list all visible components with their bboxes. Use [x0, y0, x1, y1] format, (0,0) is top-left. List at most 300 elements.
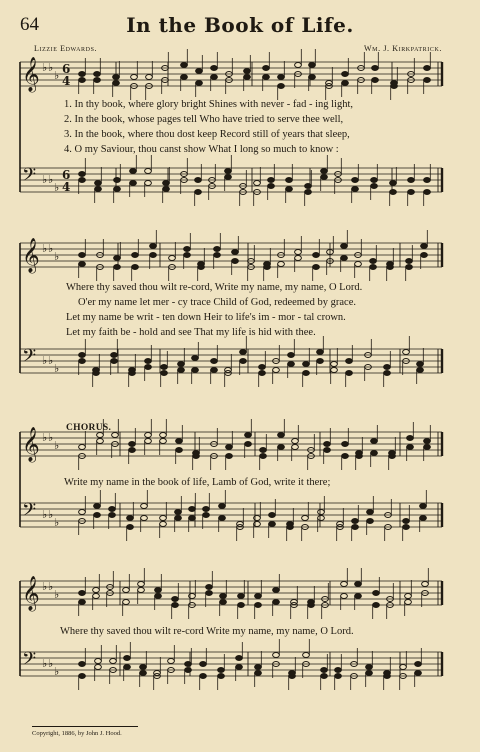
note-head	[421, 253, 428, 258]
verse-line: Let my name be writ - ten down Heir to life's im - mor - tal crown.	[66, 312, 346, 323]
note-head	[384, 365, 391, 370]
note-head	[408, 178, 415, 183]
note-head	[79, 662, 86, 667]
note-head	[390, 181, 397, 186]
note-head	[79, 600, 86, 605]
verse-line: Let my faith be - hold and see That my life is hid with thee.	[66, 327, 316, 338]
note-head	[295, 250, 302, 255]
note-head	[292, 445, 299, 450]
bass-clef-icon: 𝄢	[22, 649, 37, 674]
note-head	[403, 350, 410, 355]
note-head	[214, 247, 221, 252]
note-head	[255, 603, 262, 608]
note-head	[417, 362, 424, 367]
note-head	[127, 516, 134, 521]
note-head	[220, 600, 227, 605]
note-head	[422, 582, 429, 587]
note-head	[94, 78, 101, 83]
note-head	[403, 525, 410, 530]
copyright-notice: Copyright, 1886, by John J. Hood.	[32, 730, 122, 737]
note-head	[176, 448, 183, 453]
note-head	[130, 169, 137, 174]
note-head	[367, 510, 374, 515]
note-head	[288, 362, 295, 367]
flat-icon: ♭	[42, 173, 48, 186]
note-head	[373, 591, 380, 596]
note-head	[255, 594, 262, 599]
note-head	[263, 66, 270, 71]
note-head	[155, 588, 162, 593]
note-head	[79, 78, 86, 83]
note-head	[178, 362, 185, 367]
note-head	[225, 175, 232, 180]
note-head	[79, 510, 86, 515]
note-head	[324, 442, 331, 447]
note-head	[181, 75, 188, 80]
note-head	[352, 519, 359, 524]
note-head	[367, 519, 374, 524]
note-head	[193, 454, 200, 459]
note-head	[138, 582, 145, 587]
note-head	[420, 504, 427, 509]
flat-icon: ♭	[54, 69, 60, 82]
note-head	[342, 454, 349, 459]
note-head	[254, 181, 261, 186]
note-head	[371, 184, 378, 189]
note-head	[355, 262, 362, 267]
note-head	[356, 454, 363, 459]
note-head	[172, 597, 179, 602]
note-head	[384, 674, 391, 679]
note-head	[238, 594, 245, 599]
note-head	[278, 262, 285, 267]
note-head	[371, 451, 378, 456]
note-head	[141, 516, 148, 521]
flat-icon: ♭	[54, 181, 60, 194]
note-head	[94, 72, 101, 77]
note-head	[163, 187, 170, 192]
note-head	[95, 187, 102, 192]
note-head	[97, 433, 104, 438]
note-head	[372, 66, 379, 71]
copyright-rule	[32, 726, 138, 727]
note-head	[424, 78, 431, 83]
note-head	[245, 442, 252, 447]
note-head	[259, 371, 266, 376]
note-head	[123, 588, 130, 593]
note-head	[185, 662, 192, 667]
flat-icon: ♭	[54, 516, 60, 529]
note-head	[196, 81, 203, 86]
note-head	[161, 365, 168, 370]
note-head	[178, 368, 185, 373]
note-head	[189, 507, 196, 512]
note-head	[405, 600, 412, 605]
note-head	[145, 365, 152, 370]
note-head	[255, 671, 262, 676]
note-head	[110, 659, 117, 664]
note-head	[168, 659, 175, 664]
note-head	[214, 253, 221, 258]
note-head	[114, 187, 121, 192]
note-head	[420, 516, 427, 521]
note-head	[407, 445, 414, 450]
note-head	[245, 433, 252, 438]
note-head	[79, 359, 86, 364]
note-head	[286, 187, 293, 192]
note-head	[211, 359, 218, 364]
note-head	[123, 600, 130, 605]
note-head	[113, 75, 120, 80]
flat-icon: ♭	[42, 242, 48, 255]
note-head	[308, 603, 315, 608]
note-head	[124, 665, 131, 670]
flat-icon: ♭	[42, 354, 48, 367]
note-head	[145, 359, 152, 364]
note-head	[220, 594, 227, 599]
note-head	[112, 433, 119, 438]
note-head	[355, 594, 362, 599]
note-head	[184, 247, 191, 252]
note-head	[278, 445, 285, 450]
bass-clef-icon: 𝄢	[22, 346, 37, 371]
flat-icon: ♭	[54, 250, 60, 263]
note-head	[313, 265, 320, 270]
note-head	[400, 665, 407, 670]
note-head	[309, 63, 316, 68]
note-head	[218, 668, 225, 673]
note-head	[346, 359, 353, 364]
note-head	[303, 653, 310, 658]
note-head	[370, 259, 377, 264]
note-head	[155, 594, 162, 599]
note-head	[278, 75, 285, 80]
note-head	[303, 362, 310, 367]
treble-clef-icon: 𝄞	[22, 576, 40, 611]
note-head	[415, 662, 422, 667]
flat-icon: ♭	[42, 431, 48, 444]
note-head	[408, 190, 415, 195]
note-head	[390, 190, 397, 195]
note-head	[371, 439, 378, 444]
note-head	[130, 181, 137, 186]
note-head	[138, 588, 145, 593]
note-head	[145, 181, 152, 186]
note-head	[195, 190, 202, 195]
note-head	[424, 66, 431, 71]
note-head	[303, 371, 310, 376]
flat-icon: ♭	[54, 439, 60, 452]
note-head	[331, 368, 338, 373]
note-head	[232, 250, 239, 255]
note-head	[219, 504, 226, 509]
note-head	[406, 265, 413, 270]
note-head	[79, 353, 86, 358]
note-head	[352, 187, 359, 192]
note-head	[255, 665, 262, 670]
note-head	[417, 368, 424, 373]
note-head	[341, 582, 348, 587]
note-head	[192, 368, 199, 373]
note-head	[206, 585, 213, 590]
flat-icon: ♭	[48, 173, 54, 186]
flat-icon: ♭	[54, 665, 60, 678]
verse-line: 3. In the book, where thou dost keep Record still of years that sleep,	[64, 129, 350, 140]
note-head	[79, 178, 86, 183]
note-head	[145, 439, 152, 444]
note-head	[286, 178, 293, 183]
note-head	[269, 513, 276, 518]
note-head	[335, 674, 342, 679]
note-head	[93, 588, 100, 593]
note-head	[244, 75, 251, 80]
note-head	[341, 594, 348, 599]
note-head	[305, 190, 312, 195]
note-head	[93, 371, 100, 376]
flat-icon: ♭	[54, 588, 60, 601]
note-head	[321, 175, 328, 180]
note-head	[384, 371, 391, 376]
note-head	[129, 442, 136, 447]
note-head	[226, 445, 233, 450]
note-head	[163, 181, 170, 186]
note-head	[172, 603, 179, 608]
verse-line: 4. O my Saviour, thou canst show What I long so much to know :	[64, 144, 339, 155]
note-head	[203, 507, 210, 512]
time-signature: 6	[62, 168, 71, 182]
note-head	[305, 184, 312, 189]
note-head	[335, 668, 342, 673]
note-head	[145, 169, 152, 174]
note-head	[331, 362, 338, 367]
flat-icon: ♭	[54, 362, 60, 375]
note-head	[79, 674, 86, 679]
note-head	[111, 353, 118, 358]
note-head	[185, 668, 192, 673]
note-head	[317, 359, 324, 364]
note-head	[132, 253, 139, 258]
note-head	[132, 265, 139, 270]
note-head	[292, 439, 299, 444]
note-head	[211, 368, 218, 373]
chorus-label: CHORUS.	[66, 423, 112, 433]
note-head	[95, 659, 102, 664]
note-head	[341, 244, 348, 249]
note-head	[127, 525, 134, 530]
note-head	[321, 169, 328, 174]
flat-icon: ♭	[48, 508, 54, 521]
note-head	[160, 516, 167, 521]
treble-clef-icon: 𝄞	[22, 238, 40, 273]
note-head	[273, 368, 280, 373]
note-head	[424, 178, 431, 183]
note-head	[206, 591, 213, 596]
note-head	[273, 600, 280, 605]
note-head	[421, 244, 428, 249]
note-head	[236, 656, 243, 661]
note-head	[129, 371, 136, 376]
note-head	[94, 504, 101, 509]
note-head	[111, 359, 118, 364]
note-head	[373, 603, 380, 608]
note-head	[176, 439, 183, 444]
note-head	[203, 513, 210, 518]
note-head	[407, 436, 414, 441]
note-head	[94, 513, 101, 518]
flat-icon: ♭	[48, 354, 54, 367]
note-head	[79, 591, 86, 596]
note-head	[109, 507, 116, 512]
flat-icon: ♭	[42, 508, 48, 521]
note-head	[160, 439, 167, 444]
note-head	[145, 433, 152, 438]
note-head	[240, 359, 247, 364]
note-head	[114, 256, 121, 261]
note-head	[352, 178, 359, 183]
note-head	[244, 69, 251, 74]
flat-icon: ♭	[42, 580, 48, 593]
note-head	[372, 78, 379, 83]
note-head	[181, 63, 188, 68]
note-head	[200, 662, 207, 667]
note-head	[273, 653, 280, 658]
note-head	[387, 265, 394, 270]
note-head	[160, 433, 167, 438]
note-head	[355, 582, 362, 587]
note-head	[263, 75, 270, 80]
note-head	[124, 656, 131, 661]
note-head	[288, 353, 295, 358]
note-head	[114, 178, 121, 183]
note-head	[140, 665, 147, 670]
note-head	[309, 75, 316, 80]
note-head	[175, 516, 182, 521]
note-head	[150, 253, 157, 258]
lyricist-credit: Lizzie Edwards.	[34, 44, 98, 53]
note-head	[200, 674, 207, 679]
treble-clef-icon: 𝄞	[22, 57, 40, 92]
note-head	[198, 265, 205, 270]
note-head	[218, 674, 225, 679]
time-signature: 6	[62, 62, 71, 76]
note-head	[346, 371, 353, 376]
note-head	[161, 371, 168, 376]
note-head	[268, 178, 275, 183]
treble-clef-icon: 𝄞	[22, 427, 40, 462]
note-head	[109, 513, 116, 518]
note-head	[424, 190, 431, 195]
note-head	[391, 84, 398, 89]
note-head	[295, 256, 302, 261]
flat-icon: ♭	[48, 431, 54, 444]
note-head	[424, 439, 431, 444]
time-signature: 4	[62, 74, 71, 88]
note-head	[195, 178, 202, 183]
note-head	[95, 181, 102, 186]
note-head	[341, 256, 348, 261]
note-head	[238, 603, 245, 608]
note-head	[141, 504, 148, 509]
note-head	[260, 448, 267, 453]
note-head	[289, 674, 296, 679]
note-head	[317, 350, 324, 355]
note-head	[370, 265, 377, 270]
verse-line: 1. In thy book, where glory bright Shines with never - fad - ing light,	[64, 99, 353, 110]
note-head	[146, 75, 153, 80]
verse-line: Where thy saved thou wilt re-cord, Write my name, my name, O Lord.	[66, 282, 363, 293]
note-head	[219, 516, 226, 521]
note-head	[264, 265, 271, 270]
note-head	[184, 253, 191, 258]
note-head	[232, 259, 239, 264]
note-head	[129, 448, 136, 453]
note-head	[259, 365, 266, 370]
note-head	[131, 75, 138, 80]
note-head	[114, 265, 121, 270]
note-head	[366, 665, 373, 670]
note-head	[342, 442, 349, 447]
note-head	[302, 516, 309, 521]
note-head	[287, 525, 294, 530]
note-head	[269, 522, 276, 527]
note-head	[324, 448, 331, 453]
note-head	[260, 454, 267, 459]
note-head	[79, 445, 86, 450]
bass-clef-icon: 𝄢	[22, 165, 37, 190]
time-signature: 4	[62, 180, 71, 194]
note-head	[192, 356, 199, 361]
note-head	[113, 81, 120, 86]
note-head	[405, 594, 412, 599]
note-head	[318, 516, 325, 521]
note-head	[342, 81, 349, 86]
note-head	[278, 84, 285, 89]
note-head	[226, 454, 233, 459]
chorus-line: Write my name in the book of life, Lamb of God, write it there;	[64, 477, 331, 488]
flat-icon: ♭	[48, 61, 54, 74]
note-head	[160, 522, 167, 527]
hymn-title: In the Book of Life.	[126, 13, 354, 37]
note-head	[371, 178, 378, 183]
flat-icon: ♭	[48, 580, 54, 593]
note-head	[273, 588, 280, 593]
verse-line: 2. In the book, whose pages tell Who have tried to serve thee well,	[64, 114, 344, 125]
note-head	[93, 594, 100, 599]
note-head	[424, 445, 431, 450]
page-number: 64	[20, 14, 39, 35]
note-head	[295, 63, 302, 68]
note-head	[278, 433, 285, 438]
note-head	[403, 519, 410, 524]
note-head	[97, 439, 104, 444]
note-head	[140, 671, 147, 676]
note-head	[415, 671, 422, 676]
flat-icon: ♭	[48, 657, 54, 670]
note-head	[318, 510, 325, 515]
note-head	[225, 169, 232, 174]
bass-clef-icon: 𝄢	[22, 500, 37, 525]
note-head	[389, 454, 396, 459]
note-head	[321, 668, 328, 673]
flat-icon: ♭	[42, 657, 48, 670]
note-head	[352, 525, 359, 530]
note-head	[189, 516, 196, 521]
note-head	[79, 72, 86, 77]
flat-icon: ♭	[42, 61, 48, 74]
composer-credit: Wm. J. Kirkpatrick.	[364, 44, 442, 53]
note-head	[236, 665, 243, 670]
final-line: Where thy saved thou wilt re-cord Write my name, my name, O Lord.	[60, 626, 354, 637]
